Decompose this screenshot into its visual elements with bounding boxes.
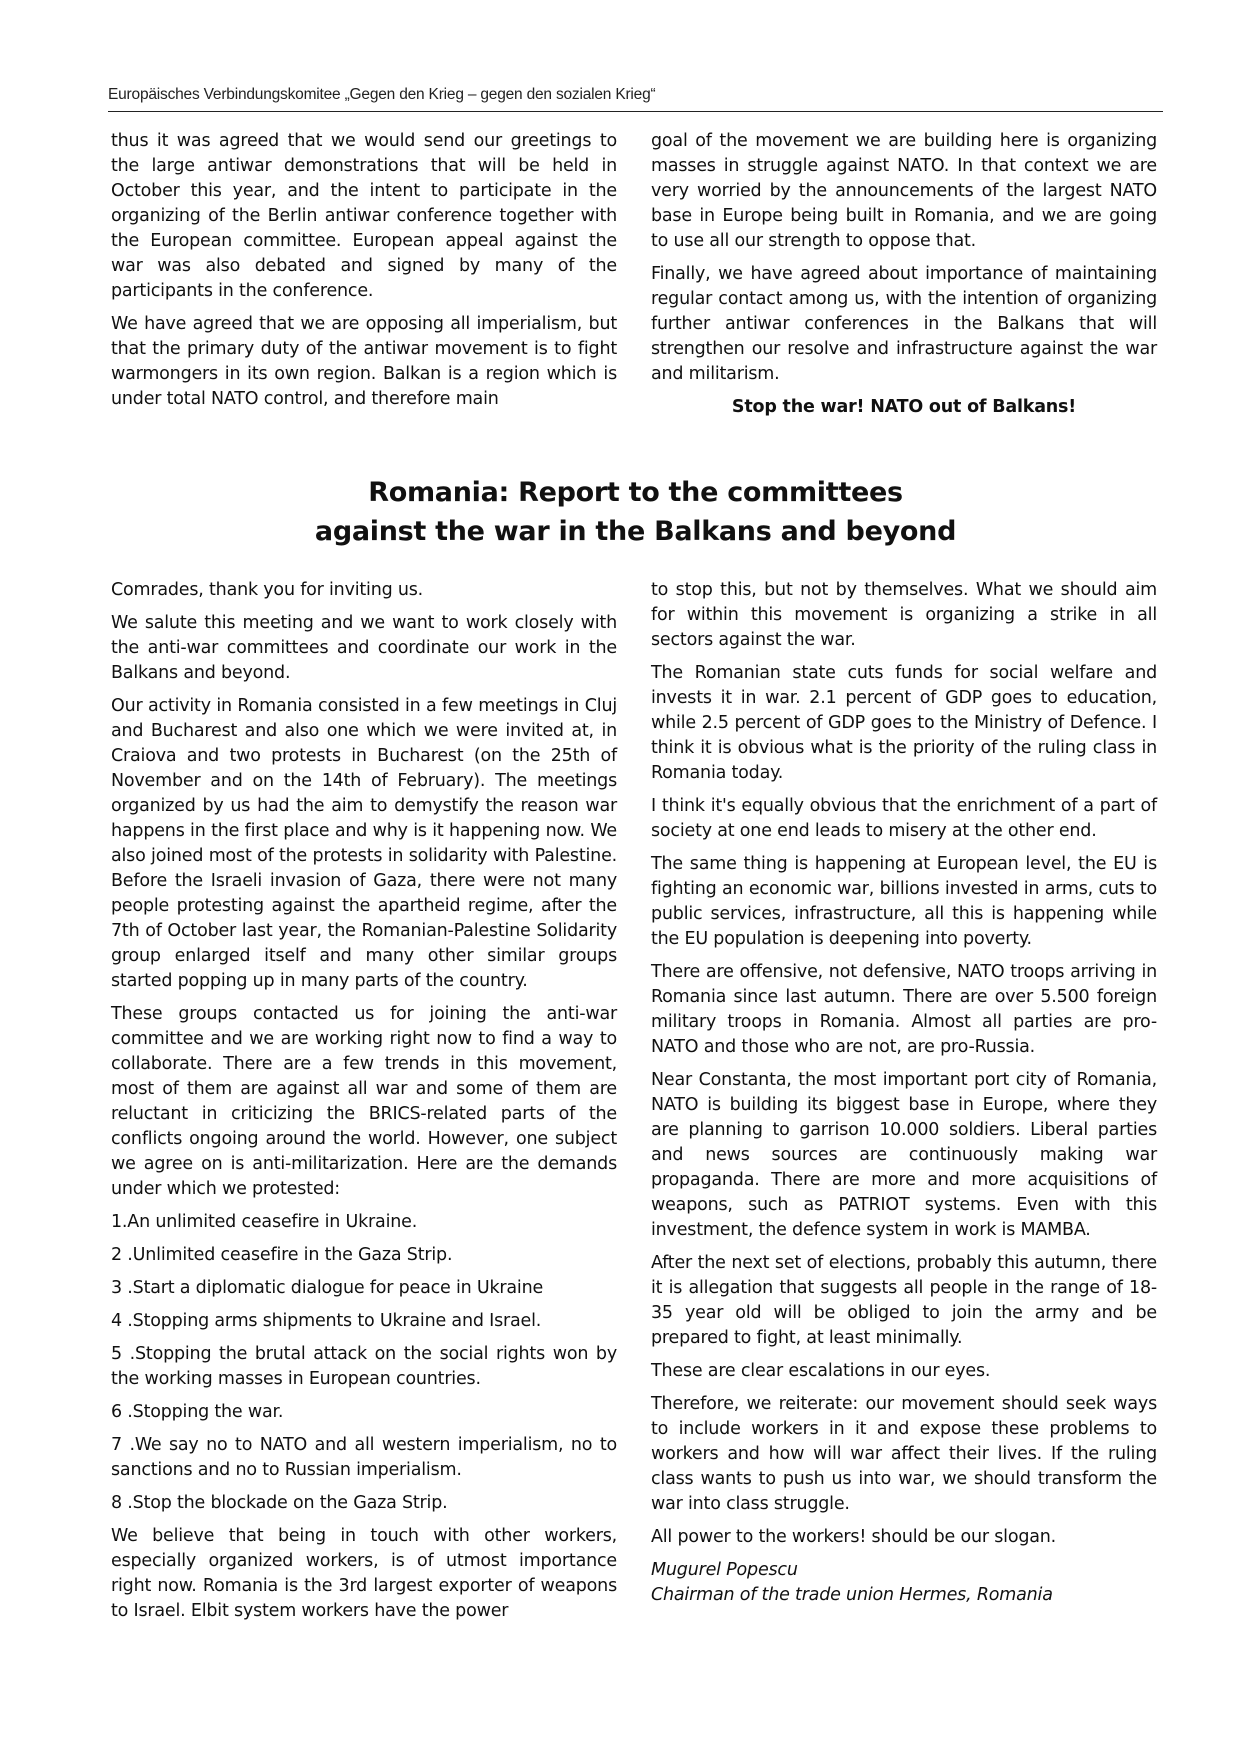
running-header: Europäisches Verbindungskomitee „Gegen den Krieg – gegen den sozialen Krieg“ (108, 86, 656, 103)
article-title-line-1: Romania: Report to the committees (368, 477, 903, 508)
paragraph: The same thing is happening at European level, the EU is fighting an economic war, billions invested in arms, cuts to public services, infrastructure, all this is happening while the EU population is deepening into poverty. (651, 854, 1157, 949)
demand-item: 2 .Unlimited ceasefire in the Gaza Strip. (111, 1245, 453, 1265)
paragraph: goal of the movement we are building here is organizing masses in struggle against NATO. In that context we are very worried by the announcements of the largest NATO base in Europe being built in Romania, and we are going to use all our strength to oppose that. (651, 131, 1157, 251)
paragraph: Finally, we have agreed about importance of maintaining regular contact among us, with the intention of organizing further antiwar conferences in the Balkans that will strengthen our resolve and infrastructure against the war and militarism. (651, 264, 1157, 384)
demand-item: 5 .Stopping the brutal attack on the social rights won by the working masses in European countries. (111, 1344, 617, 1389)
paragraph: These groups contacted us for joining the anti-war committee and we are working right now to find a way to collaborate. There are a few trends in this movement, most of them are against all war and some of them are reluctant in criticizing the BRICS-related parts of the conflicts ongoing around the world. However, one subject we agree on is anti-militarization. Here are the demands under which we protested: (111, 1004, 617, 1199)
header-rule (108, 111, 1163, 112)
paragraph: We have agreed that we are opposing all imperialism, but that the primary duty of the antiwar movement is to fight warmongers in its own region. Balkan is a region which is under total NATO control, and therefore main (111, 314, 617, 409)
demand-item: 3 .Start a diplomatic dialogue for peace in Ukraine (111, 1278, 544, 1298)
paragraph: We believe that being in touch with other workers, especially organized workers, is of utmost importance right now. Romania is the 3rd largest exporter of weapons to Israel. Elbit system workers have the power (111, 1526, 617, 1621)
paragraph: We salute this meeting and we want to work closely with the anti-war committees and coordinate our work in the Balkans and beyond. (111, 613, 617, 683)
paragraph: The Romanian state cuts funds for social welfare and invests it in war. 2.1 percent of GDP goes to education, while 2.5 percent of GDP goes to the Ministry of Defence. I think it is obvious what is the priority of the ruling class in Romania today. (651, 663, 1157, 783)
demand-item: 4 .Stopping arms shipments to Ukraine and Israel. (111, 1311, 542, 1331)
article-title (108, 473, 1163, 551)
article-title-line-2: against the war in the Balkans and beyond (314, 516, 957, 547)
signature-name: Mugurel Popescu (651, 1560, 798, 1580)
slogan: Stop the war! NATO out of Balkans! (731, 397, 1077, 417)
paragraph: Therefore, we reiterate: our movement should seek ways to include workers in it and expose these problems to workers and how will war affect their lives. If the ruling class wants to push us into war, we should transform the war into class struggle. (651, 1394, 1157, 1514)
paragraph: Comrades, thank you for inviting us. (111, 580, 424, 600)
paragraph: thus it was agreed that we would send our greetings to the large antiwar demonstrations that will be held in October this year, and the intent to participate in the organizing of the Berlin antiwar conference together with the European committee. European appeal against the war was also debated and signed by many of the participants in the conference. (111, 131, 617, 301)
demand-item: 6 .Stopping the war. (111, 1402, 284, 1422)
demand-item: 1.An unlimited ceasefire in Ukraine. (111, 1212, 418, 1232)
paragraph: I think it's equally obvious that the enrichment of a part of society at one end leads to misery at the other end. (651, 796, 1157, 841)
paragraph: There are offensive, not defensive, NATO troops arriving in Romania since last autumn. There are over 5.500 foreign military troops in Romania. Almost all parties are pro-NATO and those who are not, are pro-Russia. (651, 962, 1157, 1057)
paragraph: After the next set of elections, probably this autumn, there it is allegation that suggests all people in the range of 18-35 year old will be obliged to join the army and be prepared to fight, at least minimally. (651, 1253, 1157, 1348)
top-left-column (111, 129, 617, 420)
demand-item: 7 .We say no to NATO and all western imperialism, no to sanctions and no to Russian imperialism. (111, 1435, 617, 1480)
demand-item: 8 .Stop the blockade on the Gaza Strip. (111, 1493, 448, 1513)
paragraph: Near Constanta, the most important port city of Romania, NATO is building its biggest base in Europe, where they are planning to garrison 10.000 soldiers. Liberal parties and news sources are continuously making war propaganda. There are more and more acquisitions of weapons, such as PATRIOT systems. Even with this investment, the defence system in work is MAMBA. (651, 1070, 1157, 1240)
paragraph: All power to the workers! should be our slogan. (651, 1527, 1057, 1547)
article-left-column (111, 578, 617, 1632)
paragraph: Our activity in Romania consisted in a few meetings in Cluj and Bucharest and also one which we were invited at, in Craiova and two protests in Bucharest (on the 25th of November and on the 14th of February). The meetings organized by us had the aim to demystify the reason war happens in the first place and why is it happening now. We also joined most of the protests in solidarity with Palestine. Before the Israeli invasion of Gaza, there were not many people protesting against the apartheid regime, after the 7th of October last year, the Romanian-Palestine Solidarity group enlarged itself and many other similar groups started popping up in many parts of the country. (111, 696, 617, 991)
article-right-column (651, 578, 1157, 1608)
paragraph: These are clear escalations in our eyes. (651, 1361, 991, 1381)
signature-title: Chairman of the trade union Hermes, Romania (651, 1585, 1053, 1605)
paragraph: to stop this, but not by themselves. What we should aim for within this movement is organizing a strike in all sectors against the war. (651, 580, 1157, 650)
top-right-column (651, 129, 1157, 428)
